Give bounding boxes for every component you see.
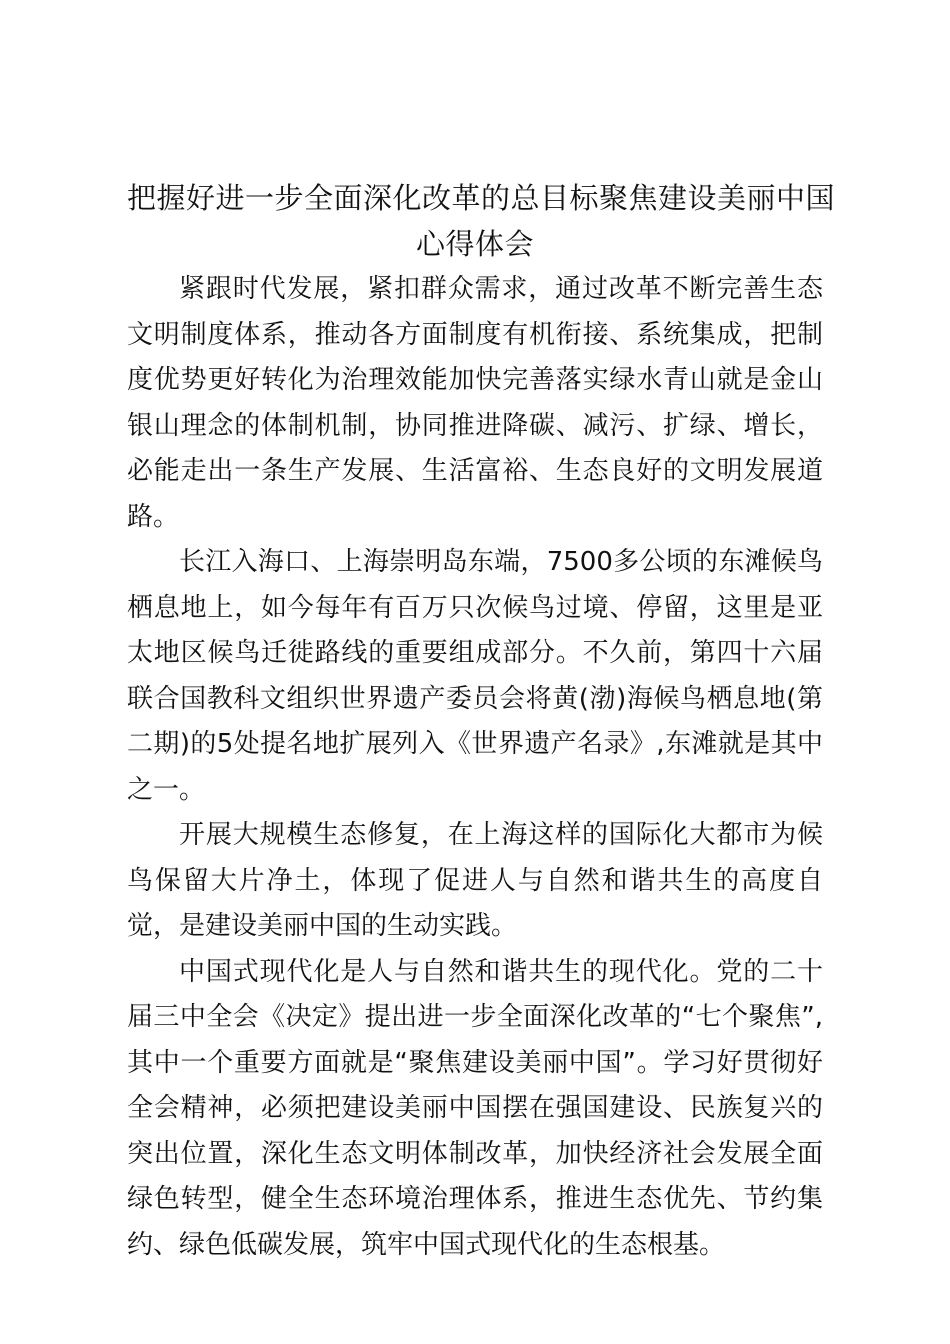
- paragraph-2: 长江入海口、上海崇明岛东端，7500多公顷的东滩候鸟栖息地上，如今每年有百万只次候鸟过境、停留，这里是亚太地区候鸟迁徙路线的重要组成部分。不久前，第四十六届联合国教科文组织世界遗产委员会将黄(渤)海候鸟栖息地(第二期)的5处提名地扩展列入《世界遗产名录》,东滩就是其中之一。: [127, 547, 823, 805]
- title-line-1: 把握好进一步全面深化改革的总目标聚焦建设美丽中国: [127, 181, 836, 215]
- title-line-2: 心得体会: [415, 227, 534, 261]
- paragraph-4: 中国式现代化是人与自然和谐共生的现代化。党的二十届三中全会《决定》提出进一步全面深化改革的“七个聚焦”,其中一个重要方面就是“聚焦建设美丽中国”。学习好贯彻好全会精神，必须把建设美丽中国摆在强国建设、民族复兴的突出位置，深化生态文明体制改革，加快经济社会发展全面绿色转型，健全生态环境治理体系，推进生态优先、节约集约、绿色低碳发展，筑牢中国式现代化的生态根基。: [127, 956, 823, 1260]
- paragraph-3: 开展大规模生态修复，在上海这样的国际化大都市为候鸟保留大片净土，体现了促进人与自然和谐共生的高度自觉，是建设美丽中国的生动实践。: [127, 820, 823, 941]
- document-title: [127, 175, 836, 267]
- paragraph-1: 紧跟时代发展，紧扣群众需求，通过改革不断完善生态文明制度体系，推动各方面制度有机衔接、系统集成，把制度优势更好转化为治理效能加快完善落实绿水青山就是金山银山理念的体制机制，协同推进降碳、减污、扩绿、增长，必能走出一条生产发展、生活富裕、生态良好的文明发展道路。: [127, 274, 823, 532]
- document-body: [127, 175, 836, 1268]
